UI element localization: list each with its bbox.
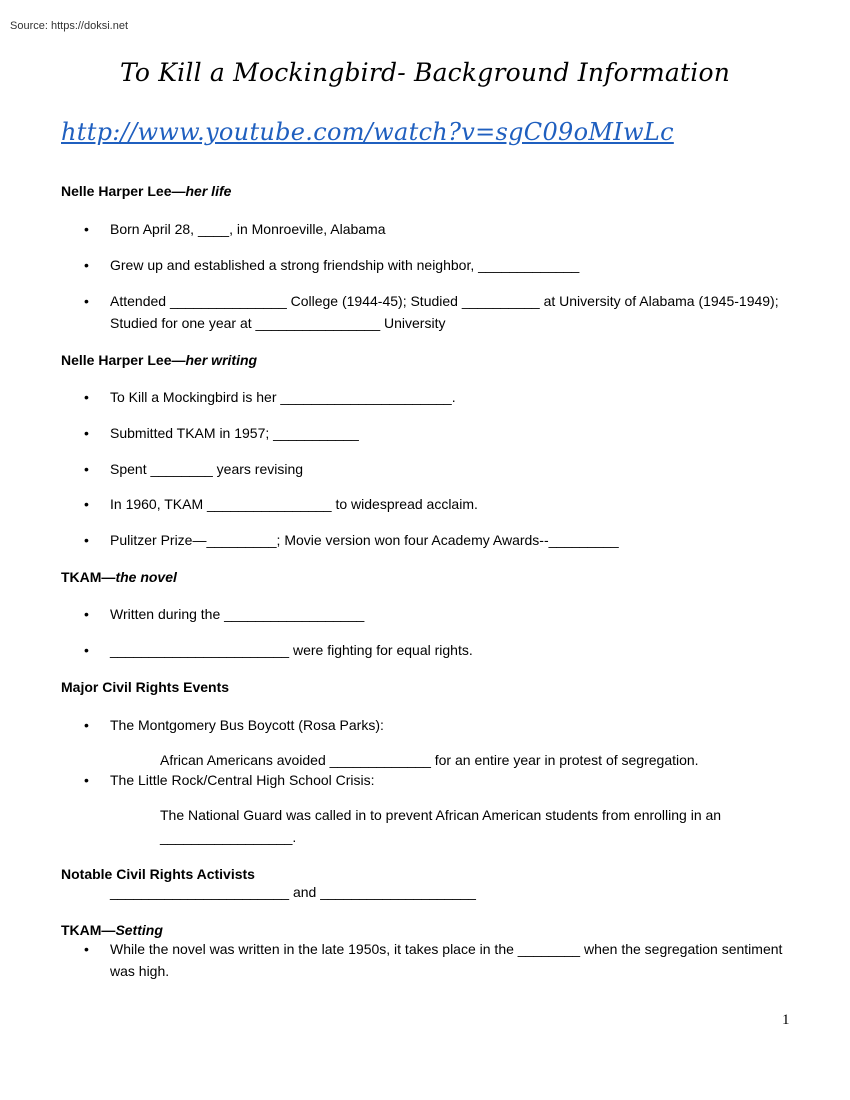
list-item: The Little Rock/Central High School Crisis: [110, 772, 375, 788]
bullet-icon: • [84, 532, 89, 548]
bullet-icon: • [84, 293, 89, 309]
bullet-icon: • [84, 389, 89, 405]
list-item-detail-continuation: _________________. [160, 829, 297, 845]
page-title: To Kill a Mockingbird- Background Information [119, 58, 731, 87]
bullet-icon: • [84, 425, 89, 441]
list-item: Written during the __________________ [110, 606, 365, 622]
list-item-detail: The National Guard was called in to prevent African American students from enrolling in an [160, 807, 722, 823]
list-item: Born April 28, ____, in Monroeville, Alabama [110, 221, 386, 237]
youtube-link[interactable]: http://www.youtube.com/watch?v=sgC09oMIwLc [61, 118, 674, 146]
section-heading-activists: Notable Civil Rights Activists [61, 866, 255, 882]
bullet-icon: • [84, 941, 89, 957]
section-heading-writing: Nelle Harper Lee—her writing [61, 352, 258, 368]
source-label: Source: https://doksi.net [10, 20, 129, 32]
list-item-continuation: was high. [110, 963, 170, 979]
bullet-icon: • [84, 221, 89, 237]
bullet-icon: • [84, 772, 89, 788]
list-item: _______________________ were fighting for equal rights. [110, 642, 473, 658]
list-item: Submitted TKAM in 1957; ___________ [110, 425, 359, 441]
bullet-icon: • [84, 257, 89, 273]
bullet-icon: • [84, 606, 89, 622]
section-heading-events: Major Civil Rights Events [61, 679, 230, 695]
section-heading-life: Nelle Harper Lee—her life [61, 183, 232, 199]
list-item: To Kill a Mockingbird is her ______________________. [110, 389, 456, 405]
bullet-icon: • [84, 496, 89, 512]
list-item: Spent ________ years revising [110, 461, 304, 477]
bullet-icon: • [84, 717, 89, 733]
list-item: The Montgomery Bus Boycott (Rosa Parks): [110, 717, 384, 733]
activists-blank-line: _______________________ and ____________________ [110, 884, 476, 900]
section-heading-novel: TKAM—the novel [61, 569, 177, 585]
list-item-continuation: Studied for one year at ________________ University [110, 315, 446, 331]
page-number: 1 [782, 1012, 790, 1028]
bullet-icon: • [84, 461, 89, 477]
list-item: In 1960, TKAM ________________ to widespread acclaim. [110, 496, 478, 512]
list-item: Pulitzer Prize—_________; Movie version won four Academy Awards--_________ [110, 532, 619, 548]
list-item: Attended _______________ College (1944-45); Studied __________ at University of Alabama (1945-1949); [110, 293, 779, 309]
section-heading-setting: TKAM—Setting [61, 922, 163, 938]
bullet-icon: • [84, 642, 89, 658]
list-item: Grew up and established a strong friendship with neighbor, _____________ [110, 257, 580, 273]
list-item: While the novel was written in the late 1950s, it takes place in the ________ when the segregation sentiment [110, 941, 783, 957]
list-item-detail: African Americans avoided _____________ for an entire year in protest of segregation. [160, 752, 699, 768]
